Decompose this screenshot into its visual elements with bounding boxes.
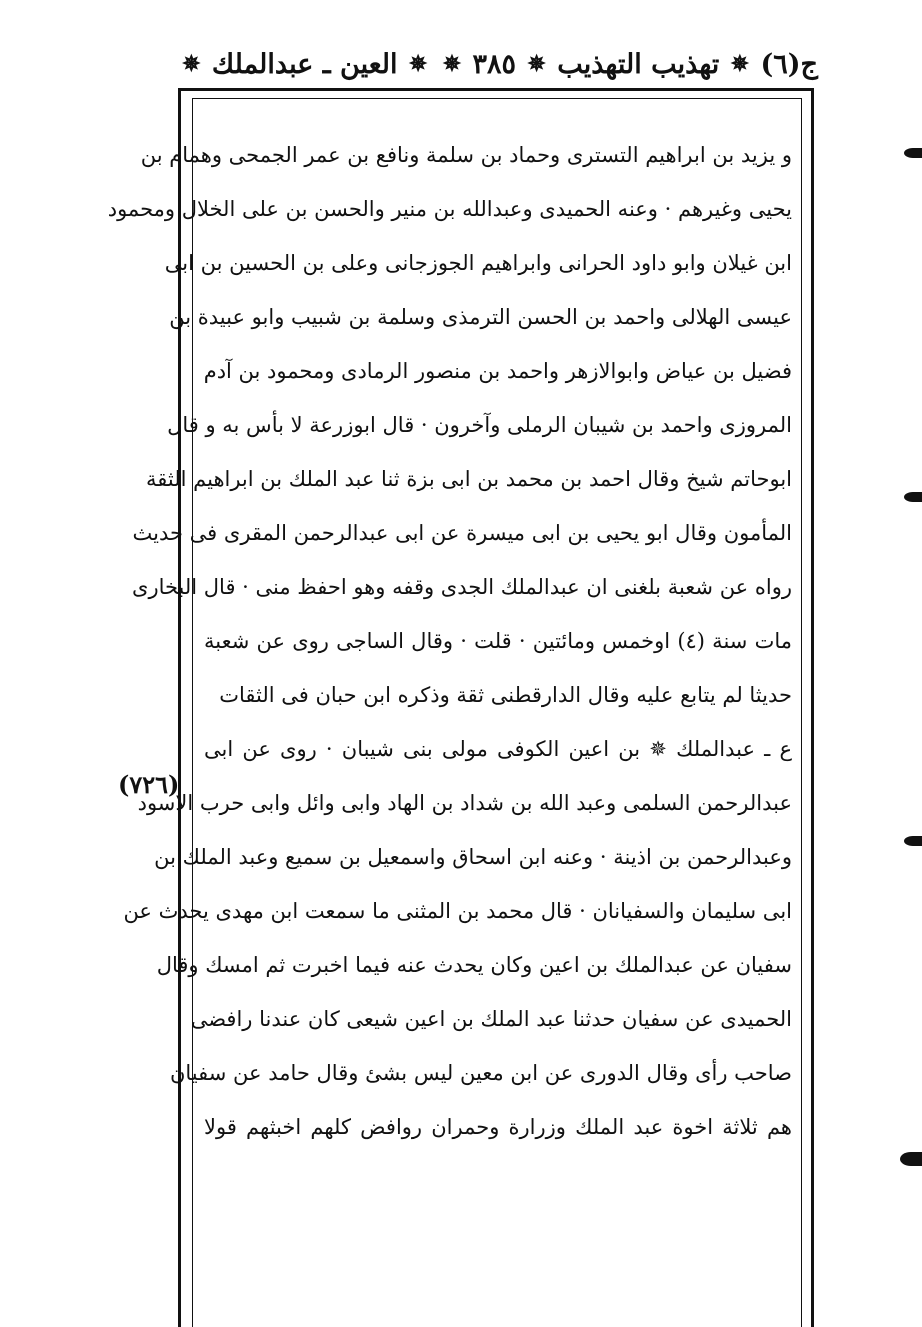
text-line: عبدالرحمن السلمى وعبد الله بن شداد بن الهاد وابى وائل وابى حرب الاسود: [137, 791, 792, 815]
text-line: صاحب رأى وقال الدورى عن ابن معين ليس بشئ وقال حامد عن سفيان: [169, 1061, 792, 1085]
text-line: هم ثلاثة اخوة عبد الملك وزرارة وحمران روافض كلهم اخبثهم قولا: [204, 1115, 792, 1139]
text-line: ابى سليمان والسفيانان · قال محمد بن المثنى ما سمعت ابن مهدى يحدث عن: [123, 899, 792, 923]
text-line: الحميدى عن سفيان حدثنا عبد الملك بن اعين شيعى كان عندنا رافضى: [190, 1007, 792, 1031]
text-line: يحيى وغيرهم · وعنه الحميدى وعبدالله بن منير والحسن بن على الخلال ومحمود: [107, 197, 792, 221]
text-line: ابن غيلان وابو داود الحرانى وابراهيم الجوزجانى وعلى بن الحسين بن ابى: [164, 251, 792, 275]
text-line: ابوحاتم شيخ وقال احمد بن محمد بن ابى بزة ثنا عبد الملك بن ابراهيم الثقة: [146, 467, 792, 491]
page-header: [178, 40, 818, 88]
ornament-icon: ✵: [730, 51, 750, 77]
ornament-icon: ✵: [408, 51, 428, 77]
page-edge-mark: [900, 1152, 922, 1166]
text-line: المروزى واحمد بن شيبان الرملى وآخرون · قال ابوزرعة لا بأس به و قال: [167, 413, 792, 437]
text-line: و يزيد بن ابراهيم التسترى وحماد بن سلمة ونافع بن عمر الجمحى وهمام بن: [140, 143, 792, 167]
text-line: رواه عن شعبة بلغنى ان عبدالملك الجدى وقفه وهو احفظ منى · قال البخارى: [132, 575, 792, 599]
text-line: سفيان عن عبدالملك بن اعين وكان يحدث عنه فيما اخبرت ثم امسك وقال: [156, 953, 792, 977]
page-edge-mark: [904, 492, 922, 502]
entry-number: (٧٢٦): [118, 770, 180, 799]
book-title: تهذيب التهذيب: [557, 48, 720, 80]
text-line: حديثا لم يتابع عليه وقال الدارقطنى ثقة وذكره ابن حبان فى الثقات: [219, 683, 792, 707]
section-title: العين ـ عبدالملك: [211, 48, 398, 80]
page-edge-mark: [904, 836, 922, 846]
text-line: وعبدالرحمن بن اذينة · وعنه ابن اسحاق واسمعيل بن سميع وعبد الملك بن: [154, 845, 792, 869]
page-number: ٣٨٥: [472, 48, 517, 80]
ornament-icon: ✵: [442, 51, 462, 77]
volume-label: ج(٦): [760, 48, 818, 80]
page-edge-mark: [904, 148, 922, 158]
text-line: فضيل بن عياض وابوالازهر واحمد بن منصور الرمادى ومحمود بن آدم: [203, 359, 792, 383]
ornament-icon: ✵: [527, 51, 546, 77]
text-line: ع ـ عبدالملك ✵ بن اعين الكوفى مولى بنى شيبان · روى عن ابى: [204, 737, 792, 761]
ornament-icon: ✵: [182, 51, 201, 77]
text-line: عيسى الهلالى واحمد بن الحسن الترمذى وسلمة بن شبيب وابو عبيدة بن: [169, 305, 792, 329]
text-line: مات سنة (٤) اوخمس ومائتين · قلت · وقال الساجى روى عن شعبة: [204, 629, 792, 653]
text-line: المأمون وقال ابو يحيى بن ابى ميسرة عن ابى عبدالرحمن المقرى فى حديث: [132, 521, 792, 545]
